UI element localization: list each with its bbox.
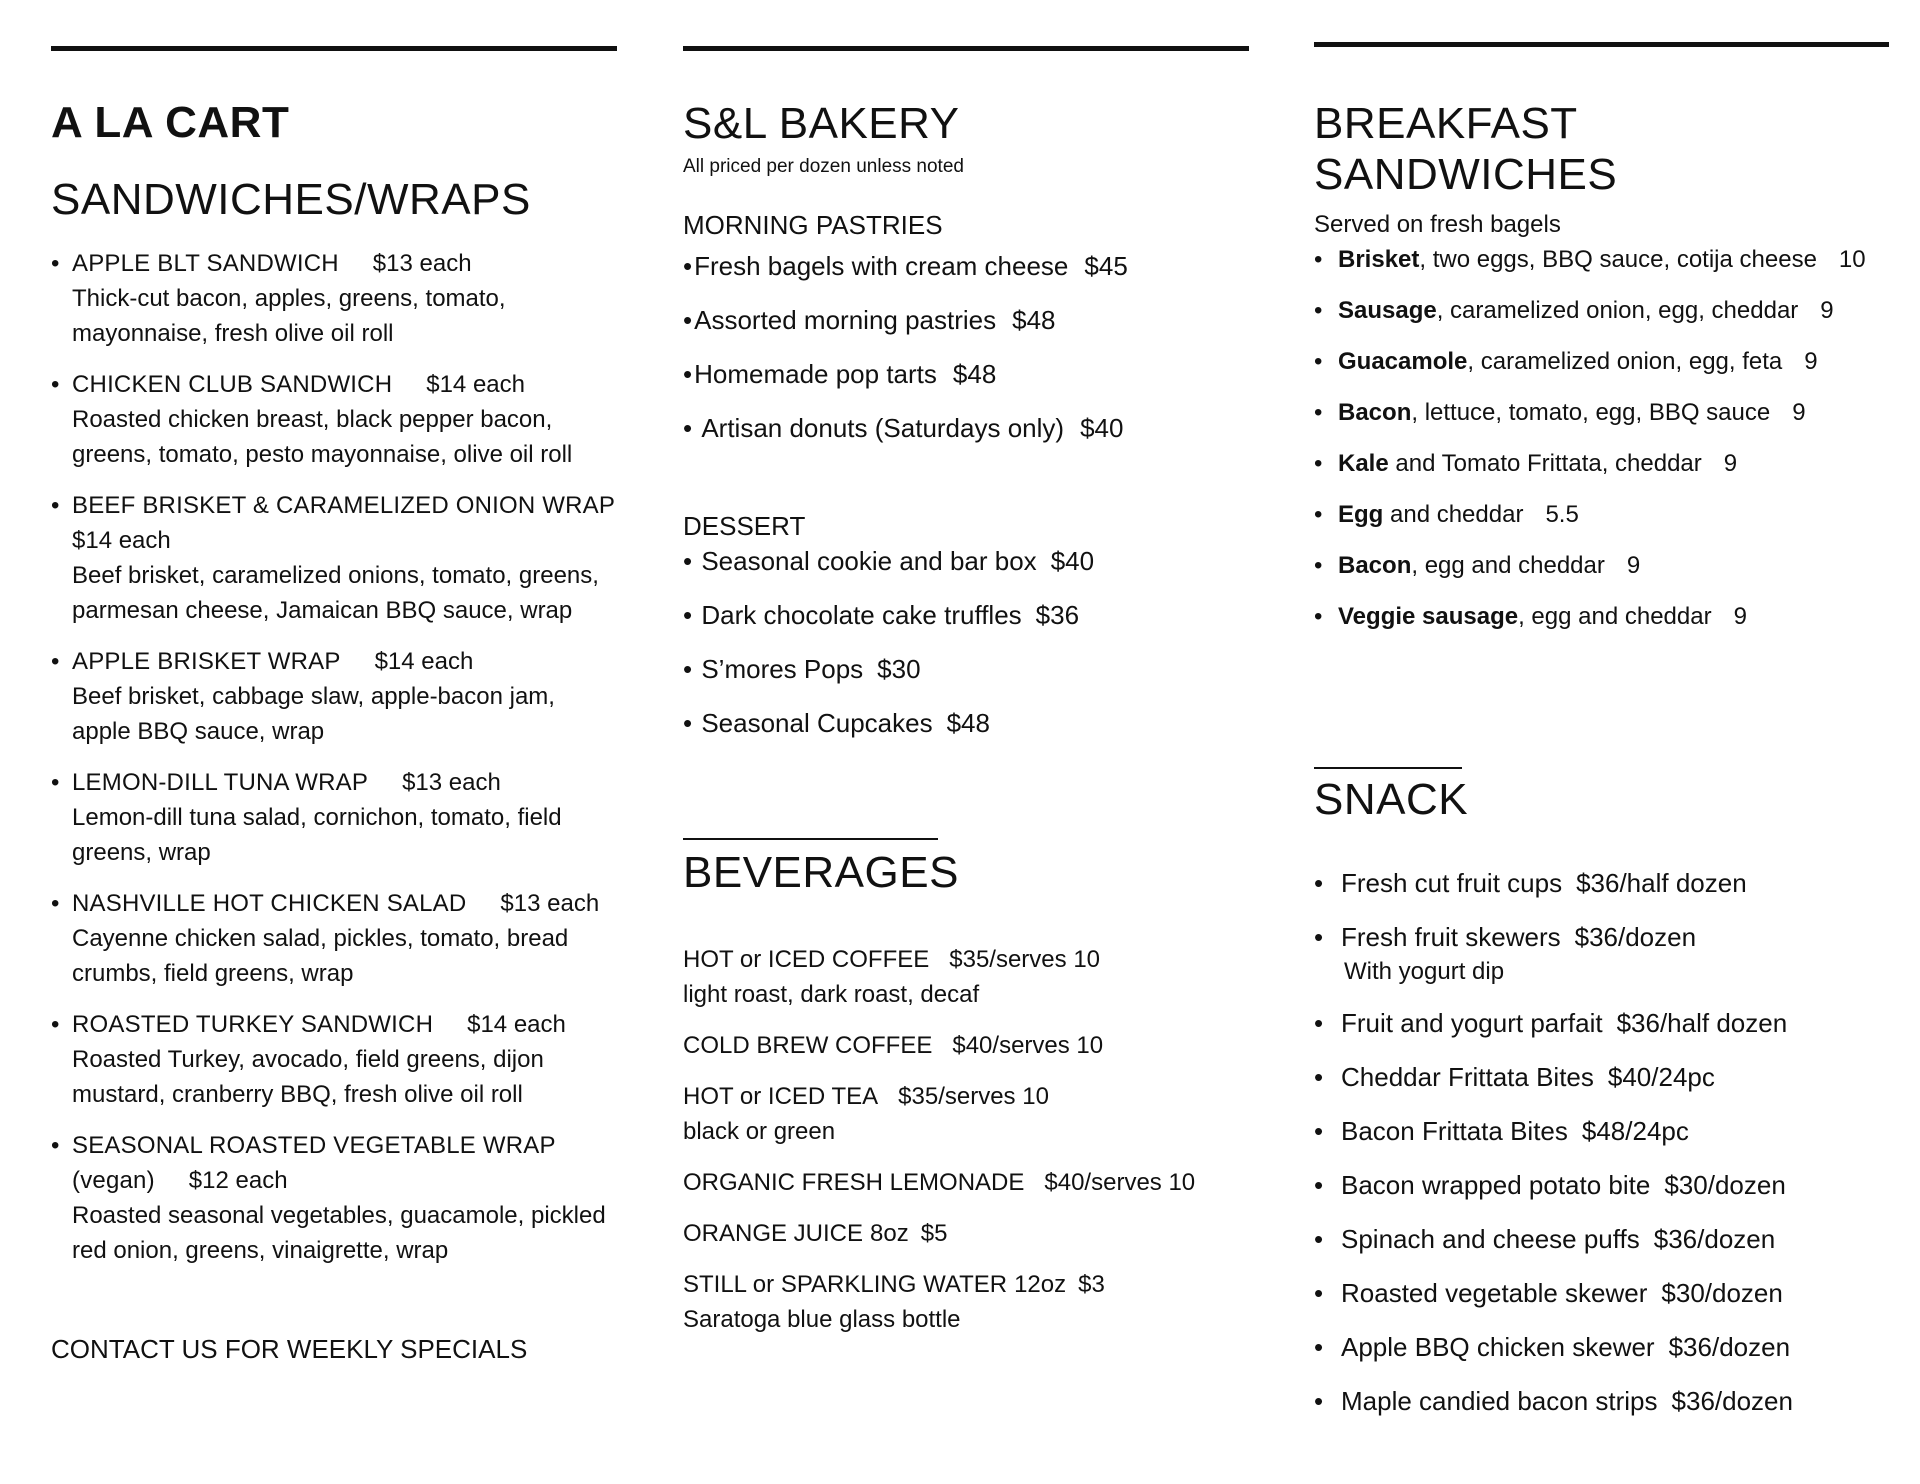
bakery-title: S&L BAKERY [683,99,960,148]
beverage-price: $35/serves 10 [898,1083,1049,1111]
menu-item [51,246,617,351]
sandwich-list [51,246,617,1268]
item-name: BEEF BRISKET & CARAMELIZED ONION WRAP [72,491,616,519]
breakfast-price: 9 [1820,297,1834,325]
breakfast-item [1314,548,1889,584]
snack-price: $36/dozen [1574,921,1697,952]
bullet: • [683,250,693,281]
snack-name: Fresh cut fruit cups [1341,867,1563,898]
bullet: • [1314,1331,1324,1362]
breakfast-main-ingredient: Brisket [1338,246,1420,274]
item-description: Roasted Turkey, avocado, field greens, dijon mustard, cranberry BBQ, fresh olive oil roll [72,1045,544,1108]
bullet: • [1314,1061,1324,1092]
snack-name: Roasted vegetable skewer [1341,1277,1648,1308]
breakfast-item [1314,599,1889,635]
snack-list [1314,864,1889,1420]
snack-name: Maple candied bacon strips [1341,1385,1658,1416]
beverage-name: ORGANIC FRESH LEMONADE [683,1169,1025,1197]
item-name: LEMON-DILL TUNA WRAP [72,768,369,796]
bullet: • [1314,1007,1324,1038]
snack-name: Apple BBQ chicken skewer [1341,1331,1655,1362]
breakfast-item [1314,395,1889,431]
bullet: • [1314,348,1323,376]
contact-note: CONTACT US FOR WEEKLY SPECIALS [51,1333,528,1364]
bullet: • [51,889,60,917]
bullet: • [1314,921,1324,952]
dessert-name: Seasonal cookie and bar box [701,545,1037,576]
item-price: $13 each [402,768,501,796]
bullet: • [1314,246,1323,274]
item-price: $13 each [500,889,600,917]
breakfast-price: 9 [1804,348,1818,376]
dessert-list [683,542,1249,742]
bullet: • [1314,501,1323,529]
bakery-note: All priced per dozen unless noted [683,155,964,177]
pastry-price: $48 [1012,304,1056,335]
item-name: CHICKEN CLUB SANDWICH [72,370,393,398]
breakfast-main-ingredient: Veggie sausage [1338,603,1519,631]
snack-name: Fruit and yogurt parfait [1341,1007,1603,1038]
breakfast-main-ingredient: Egg [1338,501,1384,529]
dessert-item [683,542,1249,580]
bullet: • [683,304,693,335]
snack-price: $36/dozen [1668,1331,1791,1362]
breakfast-price: 9 [1626,552,1641,580]
pastry-item [683,355,1249,393]
bullet: • [51,491,60,519]
item-description: Cayenne chicken salad, pickles, tomato, bread crumbs, field greens, wrap [72,924,569,987]
snack-price: $36/half dozen [1576,867,1747,898]
bullet: • [51,249,60,277]
breakfast-list [1314,242,1889,635]
column-breakfast [1314,42,1889,1436]
pastry-item [683,301,1249,339]
beverage-price: $40/serves 10 [1044,1169,1196,1197]
item-description: Roasted seasonal vegetables, guacamole, pickled red onion, greens, vinaigrette, wrap [72,1201,606,1264]
top-rule [1314,42,1889,47]
item-price: $14 each [426,370,525,398]
breakfast-item [1314,446,1889,482]
dessert-name: Dark chocolate cake truffles [701,599,1022,630]
breakfast-details: , egg and cheddar [1518,603,1712,631]
item-name-suffix: (vegan) [72,1166,155,1194]
bullet: • [683,599,700,630]
beverage-price: $3 [1078,1271,1105,1299]
bullet: • [1314,867,1324,898]
dessert-name: Seasonal Cupcakes [701,707,933,738]
item-name: NASHVILLE HOT CHICKEN SALAD [72,889,467,917]
beverage-item [683,1079,1249,1149]
snack-name: Spinach and cheese puffs [1341,1223,1640,1254]
dessert-item [683,704,1249,742]
snack-name: Cheddar Frittata Bites [1341,1061,1594,1092]
bullet: • [683,412,700,443]
breakfast-title: BREAKFAST SANDWICHES [1314,99,1618,199]
page-title: A LA CART [51,98,290,147]
breakfast-price: 9 [1733,603,1747,631]
beverage-price: $5 [920,1220,948,1248]
morning-pastries-heading: MORNING PASTRIES [683,209,943,240]
snack-item [1314,1274,1889,1312]
beverage-name: ORANGE JUICE [683,1220,864,1248]
snack-title: SNACK [1314,775,1469,825]
item-price: $12 each [188,1166,288,1194]
item-name: APPLE BLT SANDWICH [72,249,339,277]
pastry-price: $40 [1080,412,1124,443]
beverages-rule [683,838,938,840]
bullet: • [1314,603,1323,631]
bullet: • [1314,1115,1324,1146]
beverage-price: $35/serves 10 [949,946,1101,974]
dessert-item [683,650,1249,688]
snack-price: $36/half dozen [1616,1007,1788,1038]
beverage-item [683,1216,1249,1251]
menu-item [51,367,617,472]
breakfast-main-ingredient: Bacon [1338,552,1412,580]
dessert-price: $40 [1050,545,1095,576]
menu-item [51,886,617,991]
bullet: • [51,370,60,398]
item-price: $14 each [467,1010,566,1038]
breakfast-details: , caramelized onion, egg, cheddar [1436,297,1799,325]
item-price: $14 each [374,647,474,675]
column-bakery [683,46,1249,1353]
breakfast-main-ingredient: Kale [1338,450,1389,478]
bullet: • [1314,297,1323,325]
dessert-heading: DESSERT [683,510,806,541]
menu-item [51,1007,617,1112]
beverages-title: BEVERAGES [683,847,959,897]
breakfast-note: Served on fresh bagels [1314,211,1561,239]
pastry-name: Homemade pop tarts [694,358,937,389]
bullet: • [1314,1169,1324,1200]
beverage-name: HOT or ICED TEA [683,1083,879,1111]
beverage-item [683,1267,1249,1337]
pastry-name: Fresh bagels with cream cheese [694,250,1069,281]
breakfast-details: , egg and cheddar [1411,552,1605,580]
bullet: • [1314,1277,1324,1308]
snack-price: $36/dozen [1671,1385,1793,1416]
pastry-name: Artisan donuts (Saturdays only) [701,412,1065,443]
pastry-item [683,409,1249,447]
top-rule [683,46,1249,51]
breakfast-price: 9 [1792,399,1806,427]
breakfast-details: , lettuce, tomato, egg, BBQ sauce [1411,399,1771,427]
item-name: APPLE BRISKET WRAP [72,647,341,675]
beverage-item [683,942,1249,1012]
dessert-price: $36 [1035,599,1080,630]
breakfast-main-ingredient: Guacamole [1338,348,1468,376]
beverage-name: COLD BREW COFFEE [683,1032,933,1060]
pastry-name: Assorted morning pastries [694,304,997,335]
snack-price: $30/dozen [1661,1277,1783,1308]
item-price: $13 each [372,249,472,277]
snack-price: $36/dozen [1653,1223,1776,1254]
snack-item [1314,1004,1889,1042]
snack-item [1314,1112,1889,1150]
bullet: • [1314,399,1323,427]
bullet: • [1314,1385,1324,1416]
snack-item [1314,1166,1889,1204]
item-price: $14 each [72,526,171,554]
item-description: Beef brisket, caramelized onions, tomato, greens, parmesan cheese, Jamaican BBQ sauce, wrap [72,561,599,624]
bullet: • [683,707,700,738]
beverage-description: Saratoga blue glass bottle [683,1306,961,1334]
beverage-description: black or green [683,1118,836,1146]
beverage-name: STILL or SPARKLING WATER [683,1271,1008,1299]
item-description: Thick-cut bacon, apples, greens, tomato, mayonnaise, fresh olive oil roll [72,284,506,347]
breakfast-details: , caramelized onion, egg, feta [1467,348,1783,376]
snack-item [1314,1220,1889,1258]
beverage-size: 8oz [870,1220,909,1248]
item-name: ROASTED TURKEY SANDWICH [72,1010,434,1038]
menu-item [51,1128,617,1268]
breakfast-price: 5.5 [1545,501,1579,529]
bullet: • [1314,552,1323,580]
column-a-la-cart [51,46,617,1365]
breakfast-main-ingredient: Bacon [1338,399,1412,427]
item-name: SEASONAL ROASTED VEGETABLE WRAP [72,1131,556,1159]
pastry-item [683,247,1249,285]
snack-item [1314,864,1889,902]
breakfast-price: 9 [1723,450,1738,478]
beverage-item [683,1028,1249,1063]
beverage-item [683,1165,1249,1200]
pastry-price: $45 [1084,250,1128,281]
snack-price: $30/dozen [1664,1169,1786,1200]
dessert-price: $30 [877,653,921,684]
top-rule [51,46,617,51]
breakfast-details: , two eggs, BBQ sauce, cotija cheese [1419,246,1817,274]
snack-price: $40/24pc [1607,1061,1715,1092]
snack-item [1314,1382,1889,1420]
menu-item [51,765,617,870]
snack-rule [1314,767,1462,769]
bullet: • [1314,1223,1324,1254]
bullet: • [51,1010,60,1038]
item-description: Roasted chicken breast, black pepper bacon, greens, tomato, pesto mayonnaise, olive oil roll [72,405,573,468]
snack-item [1314,918,1889,988]
breakfast-main-ingredient: Sausage [1338,297,1437,325]
breakfast-details: and cheddar [1383,501,1524,529]
bullet: • [51,1131,60,1159]
morning-pastries-list [683,247,1249,447]
breakfast-item [1314,293,1889,329]
bullet: • [683,358,693,389]
dessert-price: $48 [946,707,990,738]
breakfast-item [1314,242,1889,278]
item-description: Lemon-dill tuna salad, cornichon, tomato, field greens, wrap [72,803,562,866]
beverage-description: light roast, dark roast, decaf [683,981,980,1009]
breakfast-item [1314,497,1889,533]
bullet: • [683,653,700,684]
bullet: • [51,647,60,675]
bullet: • [1314,450,1323,478]
section-title-sandwiches: SANDWICHES/WRAPS [51,175,531,225]
dessert-name: S’mores Pops [701,653,864,684]
snack-item [1314,1328,1889,1366]
breakfast-details: and Tomato Frittata, cheddar [1388,450,1702,478]
beverage-price: $40/serves 10 [952,1032,1104,1060]
menu-item [51,644,617,749]
menu-item [51,488,617,628]
bullet: • [51,768,60,796]
snack-price: $48/24pc [1581,1115,1689,1146]
beverage-name: HOT or ICED COFFEE [683,946,930,974]
pastry-price: $48 [952,358,997,389]
snack-item [1314,1058,1889,1096]
snack-name: Fresh fruit skewers [1341,921,1561,952]
item-description: Beef brisket, cabbage slaw, apple-bacon jam, apple BBQ sauce, wrap [72,682,555,745]
breakfast-price: 10 [1838,246,1866,274]
snack-name: Bacon wrapped potato bite [1341,1169,1651,1200]
bullet: • [683,545,700,576]
beverages-list [683,942,1249,1337]
dessert-item [683,596,1249,634]
breakfast-item [1314,344,1889,380]
beverage-size: 12oz [1014,1271,1067,1299]
snack-note: With yogurt dip [1344,957,1505,985]
snack-name: Bacon Frittata Bites [1341,1115,1568,1146]
